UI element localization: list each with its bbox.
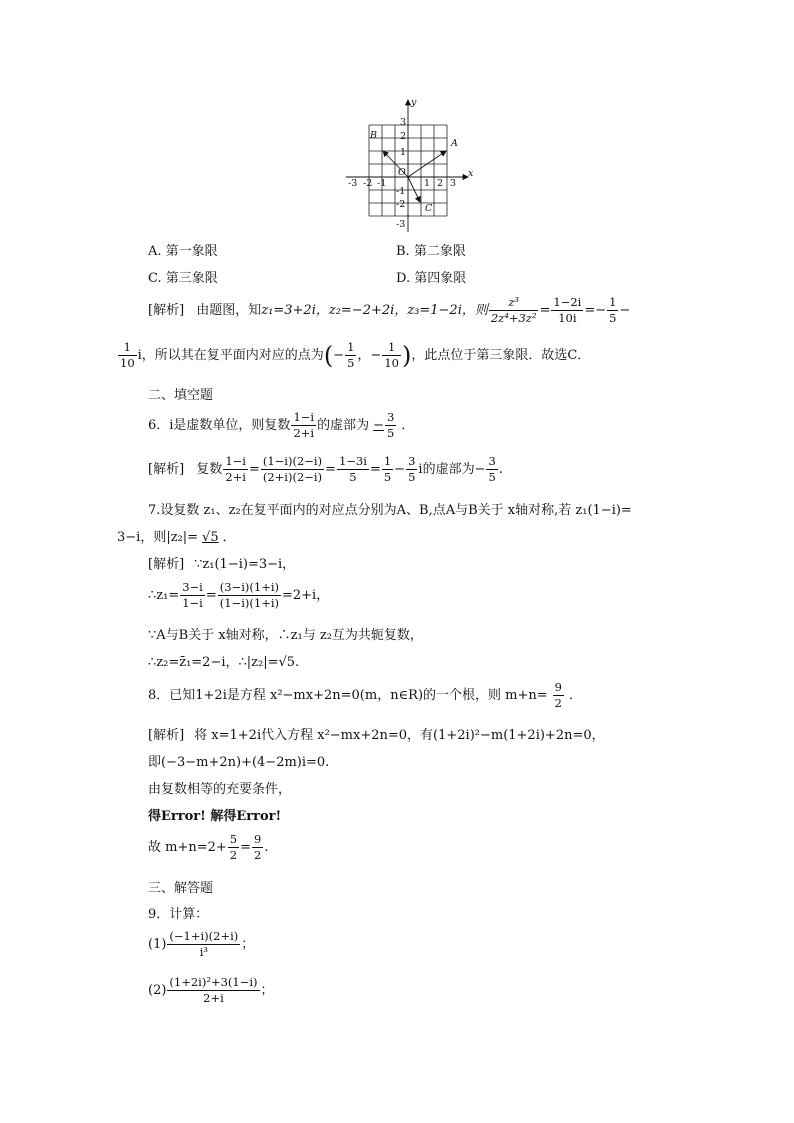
q7-solution-line3: ∵A与B关于 x轴对称，∴z₁与 z₂互为共轭复数，	[148, 628, 423, 643]
y-tick: -3	[396, 219, 406, 230]
x-tick: -2	[363, 178, 373, 189]
x-tick: -3	[348, 178, 358, 189]
q6-stem: 6．i是虚数单位，则复数 $\frac{1-i}{2+i}$ 的虚部为 − $\frac{3}{5}$ ．	[148, 410, 415, 440]
q8-solution-line3: 由复数相等的充要条件，	[148, 782, 292, 797]
q5-solution-line2: $\frac{1}{10}$ i，所以其在复平面内对应的点为(− $\frac{1}{5}$ ，− $\frac{1}{10}$ )，此点位于第三象限．故选C．	[120, 340, 591, 370]
origin-label: O	[398, 167, 406, 178]
y-tick: 1	[400, 147, 407, 158]
q8-solution-line4: 得Error! 解得Error!	[148, 809, 282, 824]
option-a: A. 第一象限	[148, 244, 218, 259]
y-axis-label: y	[411, 97, 417, 108]
point-label-b: B	[370, 130, 377, 141]
y-tick: -2	[396, 199, 406, 210]
point-label-c: C	[425, 203, 433, 214]
q9-part2: (2) $\frac{\text{(1+2i)²+3(1−i)}}{2+i}$ ；	[148, 975, 274, 1005]
option-c: C. 第三象限	[148, 271, 218, 286]
q8-solution-line1: [解析] 将 x=1+2i代入方程 x²−mx+2n=0，有(1+2i)²−m(1+2i)+2n=0，	[148, 728, 605, 743]
y-tick: -1	[396, 186, 406, 197]
x-axis-label: x	[468, 168, 474, 179]
jiexi-tag: [解析]	[148, 557, 185, 572]
q6-solution: [解析] 复数 $\frac{1-i}{2+i}$ = $\frac{(1-i)(2-i)}{(2+i)(2-i)}$ = $\frac{1-3i}{5}$ = $\frac{1}{5}$ − $\frac{3}{5}$ i的虚部为− $\frac{3}{5}$ .	[148, 454, 503, 484]
x-tick: -1	[377, 178, 387, 189]
q7-solution-line4: ∴z₂=z̄₁=2−i，∴|z₂|=√5.	[148, 655, 300, 670]
vector-c	[408, 177, 420, 202]
q8-stem: 8．已知1+2i是方程 x²−mx+2n=0(m，n∈R)的一个根，则 m+n= $\frac{9}{2}$ ．	[148, 680, 583, 710]
q7-stem-line1: 7.设复数 z₁、z₂在复平面内的对应点分别为A、B,点A与B关于 x轴对称,若 z₁(1−i)=	[148, 503, 632, 518]
x-tick: 3	[450, 178, 457, 189]
complex-plane-figure	[340, 96, 480, 236]
q9-part1: (1) $\frac{(-1+i)(2+i)}{\text{i³}}$ ；	[148, 929, 255, 959]
section-heading-fill-blank: 二、填空题	[148, 388, 214, 403]
q8-solution-line2: 即(−3−m+2n)+(4−2m)i=0.	[148, 755, 330, 770]
q8-solution-line5: 故 m+n=2+ $\frac{5}{2}$ = $\frac{9}{2}$ .	[148, 832, 269, 862]
q9-stem: 9．计算：	[148, 907, 209, 922]
q7-solution-line1: [解析] ∵z₁(1−i)=3−i，	[148, 557, 296, 572]
jiexi-tag: [解析]	[148, 728, 185, 743]
q7-solution-line2: ∴z₁= $\frac{3-i}{1-i}$ = $\frac{(3-i)(1+i)}{(1-i)(1+i)}$ =2+i，	[148, 580, 330, 610]
x-tick: 1	[424, 178, 431, 189]
x-tick: 2	[437, 178, 444, 189]
y-tick: 3	[400, 117, 407, 128]
option-d: D. 第四象限	[396, 271, 467, 286]
q5-solution-line1: [解析] 由题图，知z₁=3+2i，z₂=−2+2i，z₃=1−2i，则 $\frac{\text{z³}}{\text{2z⁴+3z²}}$ = $\frac{1-2i}{10i}$ =− $\frac{1}{5}$ −	[148, 295, 631, 325]
jiexi-tag: [解析]	[148, 303, 185, 318]
q7-stem-line2: 3−i，则|z₂|= √5 ．	[117, 530, 236, 545]
option-b: B. 第二象限	[396, 244, 466, 259]
section-heading-solve: 三、解答题	[148, 881, 214, 896]
jiexi-tag: [解析]	[148, 462, 185, 477]
point-label-a: A	[451, 138, 458, 149]
y-tick: 2	[400, 131, 407, 142]
